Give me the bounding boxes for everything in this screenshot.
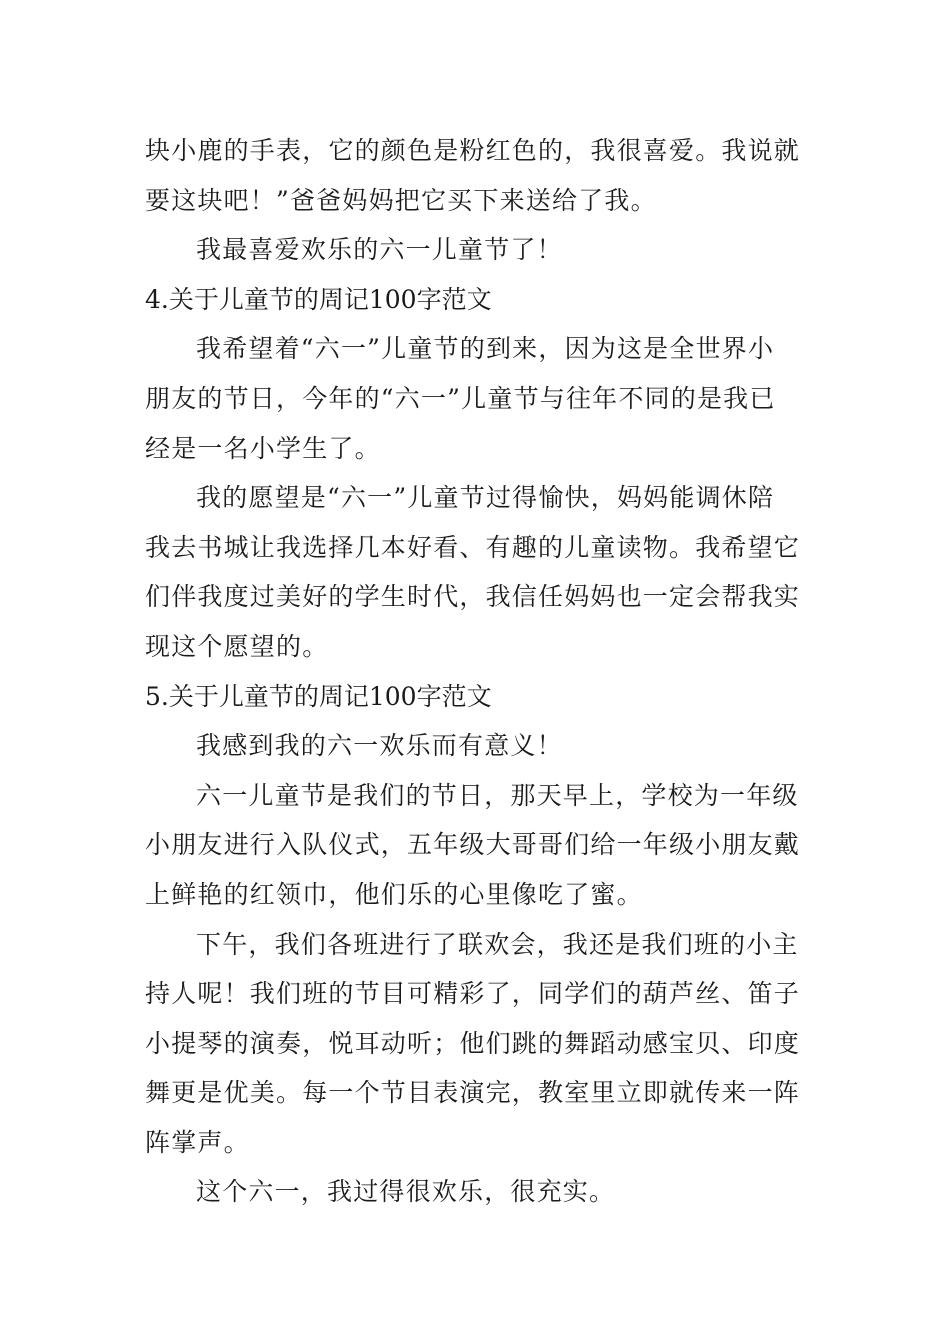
- paragraph: [145, 324, 810, 473]
- text-line: 朋友的节日，今年的“六一”儿童节与往年不同的是我已: [145, 383, 776, 413]
- text-line: 阵掌声。: [145, 1127, 250, 1157]
- paragraph: [145, 1167, 810, 1217]
- text-line: 我去书城让我选择几本好看、有趣的儿童读物。我希望它: [145, 532, 801, 562]
- text-line: 现这个愿望的。: [145, 631, 329, 661]
- text-line: 我希望着“六一”儿童节的到来，因为这是全世界小: [196, 334, 775, 364]
- heading-text: 5.关于儿童节的周记100字范文: [145, 681, 492, 711]
- section-heading: [145, 672, 810, 722]
- text-line: 持人呢！我们班的节目可精彩了，同学们的葫芦丝、笛子: [145, 979, 801, 1009]
- text-line: 们伴我度过美好的学生时代，我信任妈妈也一定会帮我实: [145, 582, 801, 612]
- paragraph: [145, 920, 810, 1168]
- paragraph: [145, 721, 810, 771]
- text-line: 我感到我的六一欢乐而有意义！: [196, 731, 563, 761]
- text-line: 下午，我们各班进行了联欢会，我还是我们班的小主: [196, 929, 799, 959]
- text-line: 要这块吧！”爸爸妈妈把它买下来送给了我。: [145, 185, 657, 215]
- text-line: 小朋友进行入队仪式，五年级大哥哥们给一年级小朋友戴: [145, 830, 801, 860]
- paragraph: [145, 225, 810, 275]
- paragraph: [145, 126, 810, 225]
- text-line: 小提琴的演奏，悦耳动听；他们跳的舞蹈动感宝贝、印度: [145, 1028, 801, 1058]
- document-body: [145, 126, 810, 1217]
- paragraph: [145, 771, 810, 920]
- text-line: 这个六一，我过得很欢乐，很充实。: [196, 1177, 616, 1207]
- text-line: 舞更是优美。每一个节目表演完，教室里立即就传来一阵: [145, 1078, 801, 1108]
- text-line: 我最喜爱欢乐的六一儿童节了！: [196, 235, 563, 265]
- text-line: 上鲜艳的红领巾，他们乐的心里像吃了蜜。: [145, 879, 643, 909]
- text-line: 我的愿望是“六一”儿童节过得愉快，妈妈能调休陪: [196, 483, 775, 513]
- text-line: 经是一名小学生了。: [145, 433, 381, 463]
- paragraph: [145, 473, 810, 671]
- text-line: 六一儿童节是我们的节日，那天早上，学校为一年级: [196, 780, 799, 810]
- section-heading: [145, 275, 810, 325]
- heading-text: 4.关于儿童节的周记100字范文: [145, 284, 492, 314]
- text-line: 块小鹿的手表，它的颜色是粉红色的，我很喜爱。我说就: [145, 136, 801, 165]
